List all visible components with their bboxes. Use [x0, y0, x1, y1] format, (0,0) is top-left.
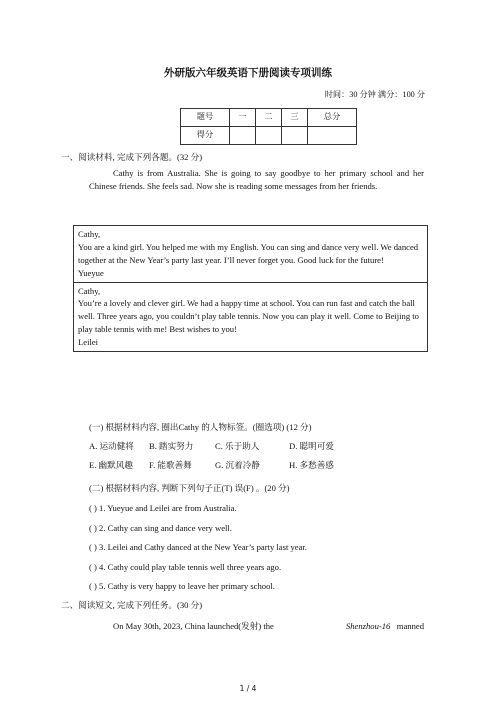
- passage-text: manned: [396, 621, 424, 631]
- tf-item[interactable]: ( ) 1. Yueyue and Leilei are from Australia.: [89, 503, 237, 513]
- section1-heading: 一、阅读材料, 完成下列各题。(32 分): [61, 152, 203, 162]
- option-h[interactable]: H. 多愁善感: [289, 460, 334, 470]
- true-false-list: [89, 502, 307, 600]
- score-cell[interactable]: [282, 127, 308, 145]
- option-e[interactable]: E. 幽默风趣: [89, 460, 133, 470]
- option-d[interactable]: D. 聪明可爱: [289, 441, 334, 451]
- message-leilei: [74, 283, 427, 351]
- cell: 三: [282, 109, 308, 127]
- part2-instructions: (二) 根据材料内容, 判断下列句子正(T) 误(F) 。(20 分): [89, 483, 290, 493]
- option-a[interactable]: A. 运动健将: [89, 441, 134, 451]
- option-b[interactable]: B. 踏实努力: [149, 441, 194, 451]
- cell: 总分: [308, 109, 357, 127]
- score-table: [180, 108, 357, 145]
- score-cell[interactable]: [230, 127, 256, 145]
- section2-first-line: [113, 620, 424, 633]
- score-table-score-row: [181, 127, 357, 145]
- message-signature: Leilei: [78, 337, 99, 348]
- option-f[interactable]: F. 能歌善舞: [149, 460, 192, 470]
- tf-item[interactable]: ( ) 5. Cathy is very happy to leave her primary school.: [89, 581, 275, 591]
- message-greeting: Cathy,: [78, 229, 101, 239]
- option-g[interactable]: G. 沉着冷静: [215, 460, 260, 470]
- passage-text: On May 30th, 2023, China launched(发射) the: [113, 621, 274, 631]
- message-greeting: Cathy,: [78, 285, 101, 296]
- score-table-header-row: [181, 109, 357, 127]
- score-cell[interactable]: [256, 127, 282, 145]
- cell: 题号: [181, 109, 230, 127]
- cell: 得分: [181, 127, 230, 145]
- option-c[interactable]: C. 乐于助人: [215, 441, 260, 451]
- page-number: 1 / 4: [239, 683, 257, 693]
- page-title: 外研版六年级英语下册阅读专项训练: [164, 67, 332, 79]
- cell: 一: [230, 109, 256, 127]
- score-cell[interactable]: [308, 127, 357, 145]
- message-body: You are a kind girl. You helped me with my English. You can sing and dance very well. We danced together at the New Year’s party last year. I’ll never forget you. Good luck for the future!: [78, 241, 419, 265]
- spacecraft-name: Shenzhou-16: [345, 621, 391, 631]
- cell: 二: [256, 109, 282, 127]
- tf-item[interactable]: ( ) 4. Cathy could play table tennis well three years ago.: [89, 561, 282, 572]
- part1-instructions: (一) 根据材料内容, 圈出Cathy 的人物标签。(圈选项) (12 分): [89, 422, 312, 432]
- tf-item[interactable]: ( ) 3. Leilei and Cathy danced at the New Year’s party last year.: [89, 542, 307, 552]
- options-block: [89, 440, 429, 478]
- section2-heading: 二、阅读短文, 完成下列任务。(30 分): [61, 600, 203, 610]
- tf-item[interactable]: ( ) 2. Cathy can sing and dance very well.: [89, 522, 232, 533]
- exam-meta: 时间：30 分钟 满分：100 分: [324, 90, 425, 99]
- messages-box: [73, 225, 428, 352]
- section1-intro: Cathy is from Australia. She is going to say goodbye to her primary school and her Chinese friends. She feels sad. Now she is reading some messages from her friends.: [89, 168, 424, 191]
- message-yueyue: [74, 226, 427, 283]
- message-signature: Yueyue: [78, 267, 104, 278]
- message-body: You’re a lovely and clever girl. We had a happy time at school. You can run fast and catch the ball well. Three years ago, you couldn’t play table tennis. Now you can play it well. Come to Beijing to play table tennis with me! Best wishes to you!: [78, 298, 419, 335]
